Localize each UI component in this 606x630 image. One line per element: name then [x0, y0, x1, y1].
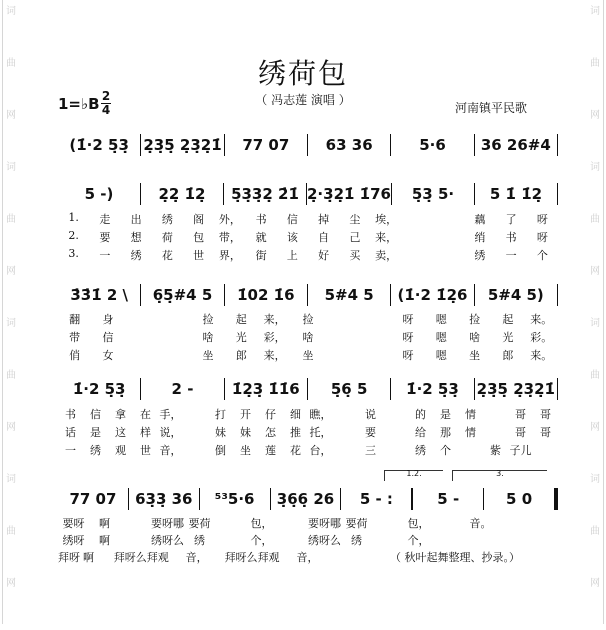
lyric-syllable: 来， [375, 231, 398, 244]
lyric-syllable: 啥 [469, 331, 481, 344]
lyric-syllable: 好 [318, 249, 330, 262]
lyric-syllable: 坐 [469, 349, 481, 362]
lyric-syllable: 郎 [235, 349, 247, 362]
lyric-syllable [527, 515, 558, 531]
lyric-syllable: 那 [440, 426, 451, 439]
lyric-syllable: 开 [240, 408, 251, 421]
watermark-char: 曲 [590, 526, 600, 537]
lyric-syllable: 绡 [474, 231, 486, 244]
watermark-char: 词 [6, 318, 16, 329]
lyric-syllable: 拿 [115, 408, 126, 421]
lyric-syllable: 世 [140, 444, 151, 457]
lyric-syllable [208, 549, 225, 565]
measure: 5#4 5 [324, 286, 374, 304]
lyric-syllable [483, 424, 508, 440]
lyric-syllable: 啊 [99, 517, 110, 530]
lyric-syllable: 要 [99, 231, 111, 244]
watermark-char: 网 [6, 578, 16, 589]
measure: 2̣3̣5̣ 2̣3̣2̣1̇ [143, 136, 222, 154]
lyric-syllable: 绣 [90, 444, 101, 457]
lyric-syllable: 是 [440, 408, 451, 421]
measure: 3̣6̣6̣ 26 [276, 490, 335, 508]
time-signature-bottom: 4 [101, 103, 111, 117]
singer-credit: （ 冯志莲 演唱 ） [255, 93, 351, 107]
lyric-syllable: 绣 [351, 534, 362, 547]
lyric-syllable: 呀 [536, 213, 548, 226]
lyric-syllable: 呀 [536, 231, 548, 244]
watermark-char: 词 [590, 6, 600, 17]
lyric-syllable [527, 532, 558, 548]
barline [557, 378, 558, 400]
time-signature-top: 2 [101, 89, 111, 103]
measure: 5̣3̣3̣2̣ 2̇1̇ [231, 185, 299, 203]
lyric-syllable: 要呀哪 [151, 517, 184, 530]
transcription-credit: （ 秋叶起舞整理、抄录。） [390, 551, 520, 564]
lyric-syllable: 捡 [469, 313, 481, 326]
lyric-syllable: 推 [290, 426, 301, 439]
lyric-syllable [383, 442, 408, 458]
lyric-line [58, 329, 558, 345]
lyric-syllable: 包， [250, 517, 273, 530]
lyric-syllable: 托， [309, 426, 332, 439]
lyric-syllable: 书 [255, 213, 267, 226]
barline [557, 284, 558, 306]
measure: 5 - [437, 490, 460, 508]
lyric-syllable: 仔 [265, 408, 276, 421]
lyric-syllable: 这 [115, 426, 126, 439]
notation-line-1 [58, 134, 558, 156]
lyric-syllable [325, 347, 358, 363]
watermark-char: 词 [6, 6, 16, 17]
lyric-syllable: 外， [218, 213, 241, 226]
lyric-syllable: 要荷 [188, 517, 211, 530]
lyric-syllable: 阁 [193, 213, 205, 226]
watermark-char: 曲 [6, 370, 16, 381]
lyric-syllable: 的 [415, 408, 426, 421]
lyric-syllable [158, 329, 191, 345]
lyric-syllable: 街 [255, 249, 267, 262]
lyric-syllable: 个， [407, 534, 430, 547]
lyric-syllable: 一 [505, 249, 517, 262]
lyric-syllable: 光 [502, 331, 514, 344]
lyric-syllable [183, 424, 208, 440]
lyric-syllable: 妹 [215, 426, 226, 439]
lyric-syllable: 要荷 [345, 517, 368, 530]
notation-line-2 [58, 183, 558, 205]
lyric-syllable: 啊 [99, 534, 110, 547]
lyric-syllable: 带， [218, 231, 241, 244]
lyric-syllable [158, 311, 191, 327]
watermark-char: 词 [6, 474, 16, 485]
lyric-syllable [434, 515, 465, 531]
lyric-syllable: 来， [263, 349, 286, 362]
lyric-syllable: 倒 [215, 444, 226, 457]
lyric-syllable [402, 229, 433, 245]
lyric-syllable: 音。 [469, 517, 492, 530]
lyric-line [58, 347, 558, 363]
lyric-syllable: 音， [185, 551, 208, 564]
lyric-syllable: 啥 [202, 331, 214, 344]
lyric-syllable: 呀 [402, 349, 414, 362]
lyric-syllable [433, 229, 464, 245]
lyric-syllable [458, 442, 483, 458]
lyric-syllable: 子儿 [509, 444, 532, 457]
lyric-syllable: 荷 [161, 231, 173, 244]
lyric-syllable: 带 [69, 331, 81, 344]
lyric-syllable: 绣 [474, 249, 486, 262]
lyric-syllable [372, 515, 403, 531]
lyric-syllable [183, 442, 208, 458]
lyric-syllable: 尘 [349, 213, 361, 226]
volta-bracket-1-2: 1.2. [384, 470, 443, 481]
lyric-syllable [125, 329, 158, 345]
lyric-syllable: 自 [318, 231, 330, 244]
lyric-syllable: 呀 [402, 331, 414, 344]
lyric-syllable: 哥 [515, 426, 526, 439]
lyric-syllable: 坐 [240, 444, 251, 457]
song-title: 绣荷包 [257, 57, 348, 90]
lyric-syllable: 埃， [375, 213, 398, 226]
lyric-syllable [335, 549, 352, 565]
lyric-syllable: 界， [218, 249, 241, 262]
lyric-syllable: 光 [235, 331, 247, 344]
lyric-line [58, 229, 558, 245]
lyric-syllable: 哥 [540, 426, 551, 439]
lyric-syllable: 情 [465, 408, 476, 421]
watermark-char: 网 [6, 422, 16, 433]
barline [557, 134, 558, 156]
measure: 1̇·2 5̣3̣ [406, 380, 459, 398]
measure: 5 1̇ 1̇2̣ [489, 185, 543, 203]
lyric-syllable: 包 [193, 231, 205, 244]
lyric-syllable: 个 [440, 444, 451, 457]
lyric-syllable [383, 424, 408, 440]
lyric-syllable: 个 [536, 249, 548, 262]
watermark-char: 曲 [6, 214, 16, 225]
watermark-char: 词 [590, 318, 600, 329]
measure: (1̇·2 5̣3̣ [69, 136, 129, 154]
lyric-syllable: 样 [140, 426, 151, 439]
lyric-syllable: 翻 [69, 313, 81, 326]
lyric-syllable: 俏 [69, 349, 81, 362]
lyric-syllable: 给 [415, 426, 426, 439]
watermark-char: 词 [590, 162, 600, 173]
lyric-syllable [383, 406, 408, 422]
watermark-char: 网 [6, 110, 16, 121]
lyric-syllable: 该 [286, 231, 298, 244]
watermark-char: 曲 [6, 526, 16, 537]
lyric-syllable: 拜呀么 [224, 551, 258, 564]
lyric-syllable: 观 [115, 444, 126, 457]
measure: 3̇3̇1̇ 2 \ [70, 286, 128, 304]
measure: 5̣6̣ 5 [330, 380, 368, 398]
lyric-syllable: 己 [349, 231, 361, 244]
lyric-syllable: 要 [365, 426, 376, 439]
lyric-syllable: 书 [65, 408, 76, 421]
lyric-syllable: 走 [99, 213, 111, 226]
lyric-syllable: 信 [286, 213, 298, 226]
lyric-syllable [125, 347, 158, 363]
song-origin: 河南镇平民歌 [455, 101, 528, 115]
measure: 6̣5̣#4 5 [152, 286, 213, 304]
lyric-syllable: 坐 [302, 349, 314, 362]
lyric-line [58, 424, 558, 440]
lyric-syllable [97, 549, 114, 565]
notation-line-3 [58, 284, 558, 306]
lyric-syllable [369, 549, 386, 565]
lyric-syllable: 细 [290, 408, 301, 421]
key-signature: 1=♭B [58, 95, 100, 113]
lyric-syllable [318, 549, 335, 565]
lyric-syllable: 世 [193, 249, 205, 262]
lyric-syllable: 绣 [130, 249, 142, 262]
lyric-syllable: 要呀 [62, 517, 85, 530]
measure: 5 -) [84, 185, 114, 203]
measure: 36 26#4 [480, 136, 551, 154]
lyric-syllable [358, 347, 391, 363]
lyric-syllable [333, 442, 358, 458]
final-barline [554, 488, 558, 510]
lyric-line [58, 311, 558, 327]
measure: 77 07 [242, 136, 290, 154]
lyric-syllable [433, 211, 464, 227]
lyric-syllable: 拜呀 [58, 551, 80, 564]
notation-line-4 [58, 378, 558, 400]
measure: 2̣2̣ 1̇2̣ [158, 185, 206, 203]
lyric-syllable [358, 311, 391, 327]
lyric-syllable [280, 549, 297, 565]
lyric-syllable: 起 [502, 313, 514, 326]
lyric-syllable [215, 515, 246, 531]
lyric-syllable [496, 515, 527, 531]
lyric-syllable: 音， [296, 551, 319, 564]
lyric-syllable [120, 515, 151, 531]
lyric-syllable [352, 549, 369, 565]
lyric-syllable: 绣呀么 [151, 534, 184, 547]
lyric-syllable: 捡 [302, 313, 314, 326]
lyric-syllable: 身 [102, 313, 114, 326]
lyric-syllable: 来。 [530, 313, 553, 326]
lyric-syllable [277, 532, 308, 548]
lyric-syllable: 掉 [318, 213, 330, 226]
lyric-line [58, 211, 558, 227]
lyric-syllable: 绣 [415, 444, 426, 457]
lyric-syllable: 一 [65, 444, 76, 457]
lyric-syllable: 女 [102, 349, 114, 362]
lyric-syllable: 想 [130, 231, 142, 244]
lyric-line [58, 247, 558, 263]
lyric-syllable [215, 532, 246, 548]
lyric-syllable [125, 311, 158, 327]
lyric-syllable: 彩。 [530, 331, 553, 344]
lyric-syllable: 嗯 [435, 313, 447, 326]
watermark-char: 词 [590, 474, 600, 485]
lyric-syllable: 要呀哪 [308, 517, 341, 530]
lyric-syllable [433, 247, 464, 263]
lyric-syllable: 信 [90, 408, 101, 421]
watermark-char: 词 [6, 162, 16, 173]
lyric-syllable: 拜观 [257, 551, 280, 564]
lyric-syllable [496, 532, 527, 548]
measure: 5̣3̣ 5· [411, 185, 455, 203]
lyric-syllable: 花 [290, 444, 301, 457]
lyric-syllable: 买 [349, 249, 361, 262]
watermark-char: 网 [6, 266, 16, 277]
lyric-syllable [158, 347, 191, 363]
watermark-char: 网 [590, 110, 600, 121]
lyric-syllable: 是 [90, 426, 101, 439]
lyric-line [58, 549, 386, 565]
lyric-syllable [277, 515, 308, 531]
lyric-syllable: 嗯 [435, 331, 447, 344]
lyric-syllable: 一 [99, 249, 111, 262]
measure: ⁵³5·6 [214, 490, 255, 508]
lyric-syllable: 呀 [402, 313, 414, 326]
measure: 5·6 [419, 136, 446, 154]
lyric-syllable: 起 [235, 313, 247, 326]
watermark-char: 网 [590, 422, 600, 433]
lyric-syllable: 怎 [265, 426, 276, 439]
lyric-syllable [434, 532, 465, 548]
lyric-syllable: 花 [161, 249, 173, 262]
measure: 63 36 [325, 136, 373, 154]
lyric-syllable: 音， [159, 444, 182, 457]
lyric-syllable: 莲 [265, 444, 276, 457]
measure: 2 - [171, 380, 194, 398]
measure: 5 0 [506, 490, 533, 508]
lyric-syllable: 个， [250, 534, 273, 547]
watermark-char: 网 [590, 578, 600, 589]
lyric-syllable: 上 [286, 249, 298, 262]
lyric-syllable [533, 442, 558, 458]
lyric-syllable: 3. [68, 247, 79, 260]
notation-line-5 [58, 488, 558, 510]
measure: 1̇2̣3̣ 1̇1̇6 [231, 380, 300, 398]
lyric-syllable: 拜呀么 [113, 551, 147, 564]
time-signature [101, 91, 111, 116]
lyric-syllable [325, 329, 358, 345]
lyric-syllable: 就 [255, 231, 267, 244]
lyric-syllable: 出 [130, 213, 142, 226]
measure: 2̣3̣5̣ 2̣3̣2̣1̇ [476, 380, 555, 398]
measure: (1̇·2 1̇2̣6 [397, 286, 468, 304]
lyric-syllable: 哥 [515, 408, 526, 421]
lyric-syllable: 打 [215, 408, 226, 421]
measure: 2̣·3̣2̣1̇ 1̇76 [307, 185, 391, 203]
lyric-syllable: 说， [159, 426, 182, 439]
lyric-syllable: 卖， [375, 249, 398, 262]
lyric-syllable [333, 406, 358, 422]
measure: 63̣3̣ 36 [135, 490, 193, 508]
lyric-syllable: 瞧， [309, 408, 332, 421]
watermark-char: 曲 [590, 370, 600, 381]
lyric-syllable [372, 532, 403, 548]
measure: 1̇02 1̇6 [237, 286, 295, 304]
lyric-syllable: 说 [365, 408, 376, 421]
lyric-syllable [183, 406, 208, 422]
lyric-line [58, 515, 558, 531]
lyric-syllable: 话 [65, 426, 76, 439]
lyric-syllable: 书 [505, 231, 517, 244]
lyric-syllable: 捡 [202, 313, 214, 326]
lyric-syllable [465, 532, 496, 548]
lyric-syllable: 了 [505, 213, 517, 226]
lyric-syllable: 绣呀么 [308, 534, 341, 547]
lyric-syllable [325, 311, 358, 327]
lyric-syllable [169, 549, 186, 565]
lyric-syllable [402, 247, 433, 263]
measure: 5#4 5) [487, 286, 544, 304]
lyric-syllable: 在 [140, 408, 151, 421]
measure: 1̇·2 5̣3̣ [72, 380, 126, 398]
lyric-syllable: 来。 [530, 349, 553, 362]
lyric-syllable: 信 [102, 331, 114, 344]
lyric-syllable: 妹 [240, 426, 251, 439]
lyric-syllable: 嗯 [435, 349, 447, 362]
lyric-syllable: 郎 [502, 349, 514, 362]
lyric-syllable: 啊 [82, 551, 94, 564]
lyric-syllable: 来， [263, 313, 286, 326]
lyric-syllable: 台， [309, 444, 332, 457]
lyric-syllable: 绣呀 [62, 534, 85, 547]
lyric-syllable: 2. [68, 229, 79, 242]
watermark-char: 网 [590, 266, 600, 277]
lyric-syllable [333, 424, 358, 440]
lyric-syllable: 绣 [194, 534, 205, 547]
lyric-syllable: 藕 [474, 213, 486, 226]
lyric-syllable: 啥 [302, 331, 314, 344]
watermark-char: 曲 [6, 58, 16, 69]
lyric-line [58, 532, 558, 548]
lyric-syllable: 哥 [540, 408, 551, 421]
lyric-syllable: 坐 [202, 349, 214, 362]
measure: 77 07 [69, 490, 117, 508]
lyric-syllable: 紫 [490, 444, 501, 457]
watermark-char: 曲 [590, 214, 600, 225]
barline [557, 183, 558, 205]
measure: 5 - : [359, 490, 393, 508]
lyric-syllable: 手， [159, 408, 182, 421]
lyric-syllable [402, 211, 433, 227]
lyric-line [58, 406, 558, 422]
lyric-syllable [483, 406, 508, 422]
lyric-syllable [358, 329, 391, 345]
volta-bracket-3: 3. [452, 470, 547, 481]
lyric-syllable [120, 532, 151, 548]
lyric-line [58, 442, 558, 458]
lyric-syllable: 彩， [263, 331, 286, 344]
lyric-syllable: 包， [407, 517, 430, 530]
lyric-syllable: 绣 [161, 213, 173, 226]
lyric-syllable: 拜观 [146, 551, 169, 564]
lyric-syllable: 1. [68, 211, 79, 224]
lyric-syllable: 情 [465, 426, 476, 439]
lyric-syllable: 三 [365, 444, 376, 457]
watermark-char: 曲 [590, 58, 600, 69]
